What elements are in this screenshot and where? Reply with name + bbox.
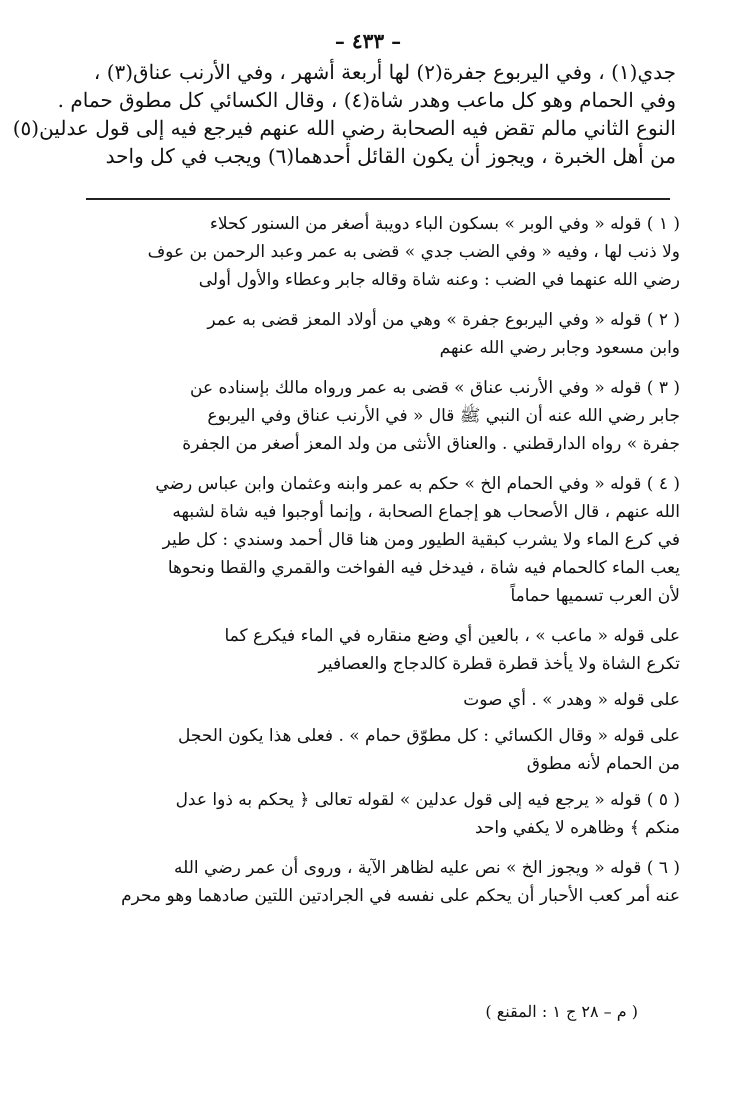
footnote-line: جفرة » رواه الدارقطني . والعناق الأنثى من ولد المعز أصغر من الجفرة <box>182 434 680 454</box>
footnote-line: عنه أمر كعب الأحبار أن يحكم على نفسه في الجرادتين اللتين صادهما وهو محرم <box>121 886 680 906</box>
main-text-line: وفي الحمام وهو كل ماعب وهدر شاة(٤) ، وقال الكسائي كل مطوق حمام . <box>57 88 676 112</box>
main-text-line: من أهل الخبرة ، ويجوز أن يكون القائل أحدهما(٦) ويجب في كل واحد <box>105 144 676 168</box>
footnote-line: ولا ذنب لها ، وفيه « وفي الضب جدي » قضى به عمر وعبد الرحمن بن عوف <box>147 242 680 262</box>
footnote-4 <box>120 470 680 610</box>
footnote-line: الله عنهم ، قال الأصحاب هو إجماع الصحابة ، وإنما أوجبوا فيه شاة لشبهه <box>172 502 680 522</box>
main-text <box>12 58 676 170</box>
footnote-1 <box>120 210 680 294</box>
main-text-line: النوع الثاني مالم تقض فيه الصحابة رضي الله عنهم فيرجع فيه إلى قول عدلين(٥) <box>12 116 676 140</box>
footnote-line: ( ٥ ) قوله « يرجع فيه إلى قول عدلين » لقوله تعالى ﴿ يحكم به ذوا عدل <box>175 790 680 810</box>
footnote-line: على قوله « وقال الكسائي : كل مطوّق حمام » . فعلى هذا يكون الحجل <box>177 726 680 746</box>
footnote-3 <box>120 374 680 458</box>
footnote-line: تكرع الشاة ولا يأخذ قطرة قطرة كالدجاج والعصافير <box>318 654 680 674</box>
footnote-line: في كرع الماء ولا يشرب كبقية الطيور ومن هنا قال أحمد وسندي : كل طير <box>162 530 680 550</box>
footnotes-section <box>120 210 680 922</box>
footnote-line: ( ٣ ) قوله « وفي الأرنب عناق » قضى به عمر ورواه مالك بإسناده عن <box>190 378 680 398</box>
footnote-5 <box>120 786 680 842</box>
footnote-line: ( ١ ) قوله « وفي الوبر » بسكون الباء دويبة أصغر من السنور كحلاء <box>209 214 680 234</box>
footnote-line: لأن العرب تسميها حماماً <box>510 586 680 606</box>
footnote-line: رضي الله عنهما في الضب : وعنه شاة وقاله جابر وعطاء والأول أولى <box>198 270 680 290</box>
footnote-line: منكم ﴾ وظاهره لا يكفي واحد <box>474 818 680 838</box>
footnote-line: ( ٤ ) قوله « وفي الحمام الخ » حكم به عمر وابنه وعثمان وابن عباس رضي <box>155 474 680 494</box>
footnote-line: يعب الماء كالحمام فيه شاة ، فيدخل فيه الفواخت والقمري والقطا ونحوها <box>167 558 680 578</box>
footnote-line: على قوله « ماعب » ، بالعين أي وضع منقاره في الماء فيكرع كما <box>224 626 680 646</box>
footnote-4-comment-kisai <box>120 722 680 778</box>
footnote-line: ( ٢ ) قوله « وفي اليربوع جفرة » وهي من أولاد المعز قضى به عمر <box>207 310 680 330</box>
footnote-2 <box>120 306 680 362</box>
footnote-line: على قوله « وهدر » . أي صوت <box>463 690 680 710</box>
page-number: – ٤٣٣ – <box>334 29 402 53</box>
footnote-6 <box>120 854 680 910</box>
footnote-4-comment-maab <box>120 622 680 678</box>
footnote-line: ( ٦ ) قوله « ويجوز الخ » نص عليه لظاهر الآية ، وروى أن عمر رضي الله <box>174 858 680 878</box>
footer-signature: ( م – ٢٨ ج ١ : المقنع ) <box>485 1002 638 1021</box>
footnote-line: وابن مسعود وجابر رضي الله عنهم <box>439 338 680 358</box>
footnote-line: من الحمام لأنه مطوق <box>526 754 680 774</box>
footnote-line: جابر رضي الله عنه أن النبي ﷺ قال « في الأرنب عناق وفي اليربوع <box>207 406 680 426</box>
main-text-line: جدي(١) ، وفي اليربوع جفرة(٢) لها أربعة أشهر ، وفي الأرنب عناق(٣) ، <box>93 60 676 84</box>
footnote-4-comment-hadar <box>120 686 680 714</box>
section-divider <box>86 198 670 200</box>
